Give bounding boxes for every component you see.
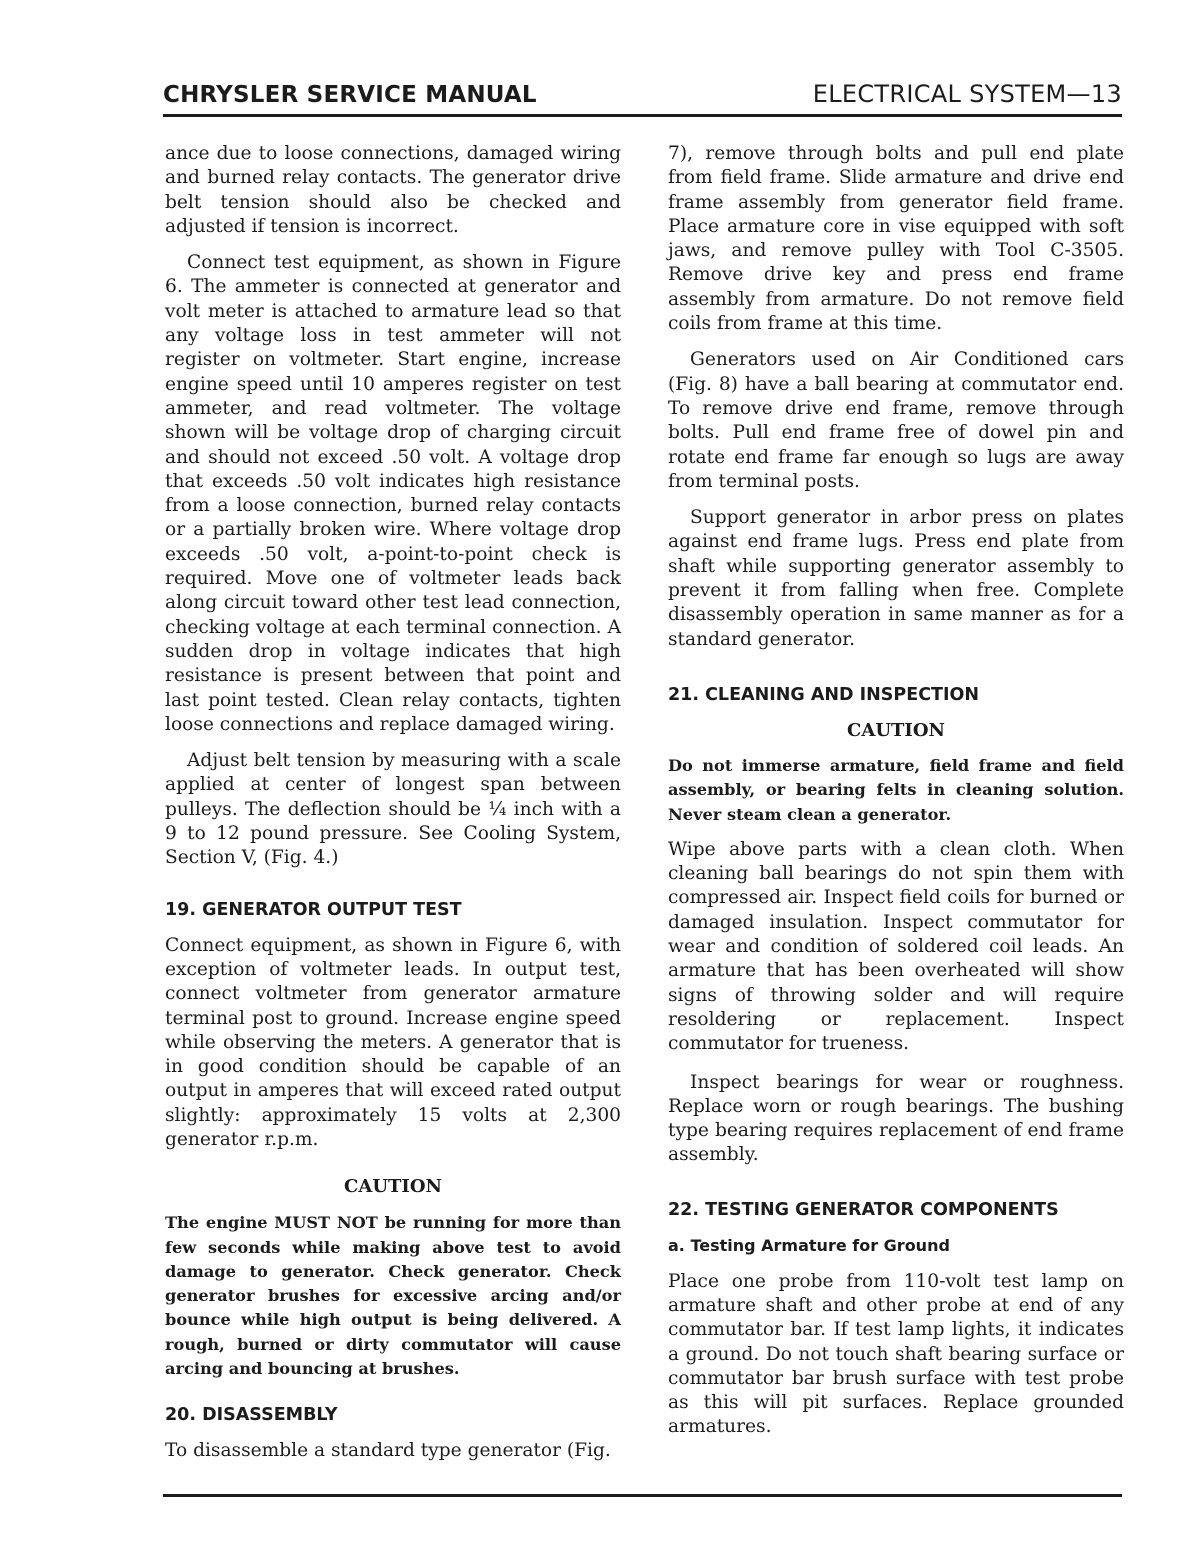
footer-rule — [163, 1494, 1122, 1497]
paragraph-armature-ground: Place one probe from 110-volt test lamp on armature shaft and other probe at end of any commutator bar. If test lamp lights, it indicates a ground. Do not touch shaft bearing surface or commutator bar brush surface with test probe as this will pit surfaces. Replace grounded armatures. — [668, 1270, 1124, 1438]
subheading-armature-ground: a. Testing Armature for Ground — [668, 1235, 950, 1255]
paragraph-continued: ance due to loose connections, damaged wiring and burned relay contacts. The generator drive belt tension should also be checked and adjusted if tension is incorrect. — [165, 143, 621, 237]
paragraph-arbor-press: Support generator in arbor press on plates against end frame lugs. Press end plate from shaft while supporting generator assembly to prevent it from falling when free. Complete disassembly operation in same manner as for a standard generator. — [668, 507, 1124, 650]
left-column — [165, 142, 621, 1464]
manual-title: CHRYSLER SERVICE MANUAL — [163, 82, 537, 108]
caution-title: CAUTION — [847, 719, 945, 741]
paragraph-inspect-bearings: Inspect bearings for wear or roughness. Replace worn or rough bearings. The bushing type bearing requires replacement of end frame assembly. — [668, 1071, 1124, 1166]
heading-disassembly: 20. DISASSEMBLY — [165, 1405, 338, 1426]
paragraph-air-conditioned: Generators used on Air Conditioned cars (Fig. 8) have a ball bearing at commutator end. To remove drive end frame, remove through bolts. Pull end frame free of dowel pin and rotate end frame far enough so lugs are away from terminal posts. — [668, 349, 1124, 492]
paragraph-disassembly-continued: 7), remove through bolts and pull end plate from field frame. Slide armature and drive end frame assembly from generator field frame. Place armature core in vise equipped with soft jaws, and remove pulley with Tool C-3505. Remove drive key and press end frame assembly from armature. Do not remove field coils from frame at this time. — [668, 143, 1124, 335]
header-rule — [163, 114, 1122, 117]
right-column — [668, 142, 1124, 1440]
heading-generator-output-test: 19. GENERATOR OUTPUT TEST — [165, 899, 462, 920]
heading-testing-components: 22. TESTING GENERATOR COMPONENTS — [668, 1199, 1059, 1220]
section-page-label: ELECTRICAL SYSTEM—13 — [812, 80, 1122, 108]
paragraph-disassembly-start: To disassemble a standard type generator (Fig. — [165, 1440, 611, 1462]
caution-body: Do not immerse armature, field frame and field assembly, or bearing felts in cleaning solution. Never steam clean a generator. — [668, 755, 1124, 824]
caution-body: The engine MUST NOT be running for more than few seconds while making above test to avoid damage to generator. Check generator. Check generator brushes for excessive arcing and/or bounce while high output is being delivered. A rough, burned or dirty commutator will cause arcing and bouncing at brushes. — [165, 1213, 621, 1379]
paragraph-output-test: Connect equipment, as shown in Figure 6, with exception of voltmeter leads. In output test, connect voltmeter from generator armature terminal post to ground. Increase engine speed while observing the meters. A generator that is in good condition should be capable of an output in amperes that will exceed rated output slightly: approximately 15 volts at 2,300 generator r.p.m. — [165, 934, 621, 1150]
paragraph-connect-test-equipment: Connect test equipment, as shown in Figure 6. The ammeter is connected at generator and volt meter is attached to armature lead so that any voltage loss in test ammeter will not register on voltmeter. Start engine, increase engine speed until 10 amperes register on test ammeter, and read voltmeter. The voltage shown will be voltage drop of charging circuit and should not exceed .50 volt. A voltage drop that exceeds .50 volt indicates high resistance from a loose connection, burned relay contacts or a partially broken wire. Where voltage drop exceeds .50 volt, a-point-to-point check is required. Move one of voltmeter leads back along circuit toward other test lead connection, checking voltage at each terminal connection. A sudden drop in voltage indicates that high resistance is present between that point and last point tested. Clean relay contacts, tighten loose connections and replace damaged wiring. — [165, 252, 621, 735]
paragraph-wipe-parts: Wipe above parts with a clean cloth. When cleaning ball bearings do not spin them with compressed air. Inspect field coils for burned or damaged insulation. Inspect commutator for wear and condition of soldered coil leads. An armature that has been overheated will show signs of throwing solder and will require resoldering or replacement. Inspect commutator for trueness. — [668, 838, 1124, 1055]
caution-title: CAUTION — [344, 1176, 442, 1198]
paragraph-belt-tension: Adjust belt tension by measuring with a scale applied at center of longest span between pulleys. The deflection should be ¼ inch with a 9 to 12 pound pressure. See Cooling System, Section V, (Fig. 4.) — [165, 750, 621, 869]
heading-cleaning-inspection: 21. CLEANING AND INSPECTION — [668, 684, 980, 705]
